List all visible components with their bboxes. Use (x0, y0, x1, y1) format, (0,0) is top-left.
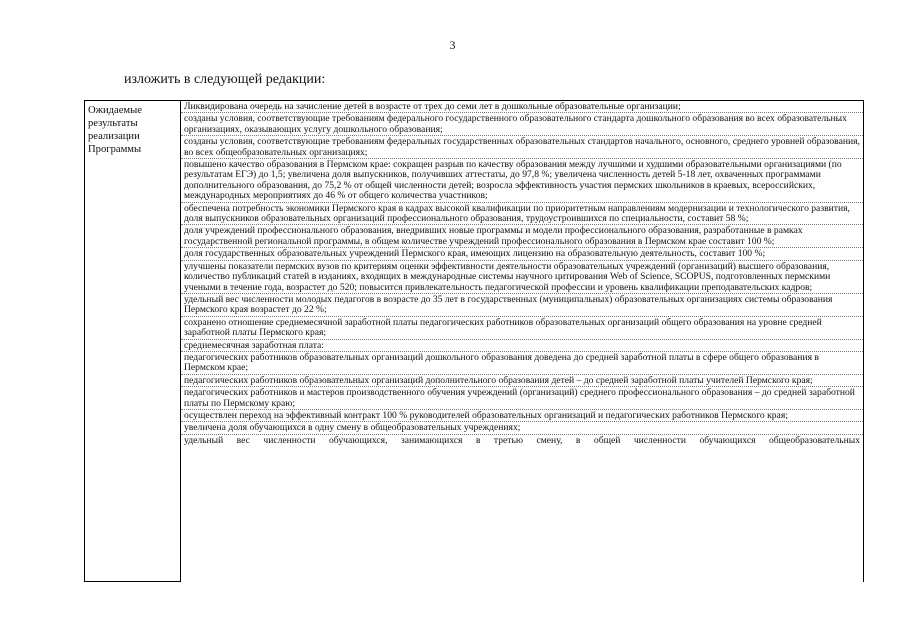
result-item: улучшены показатели пермских вузов по критериям оценки эффективности деятельности образовательных учреждений (организаций) высшего образования, количество публикаций статей в изданиях, входящих в международные системы научного цитирования Web of Science, SCOPUS, подготовленных пермскими учеными в течение года, возрастет до 520; повысится привлекательность педагогической профессии и уровень квалификации преподавательских кадров; (181, 261, 863, 294)
result-item: созданы условия, соответствующие требованиям федерального государственного образовательного стандарта дошкольного образования во всех образовательных организациях, оказывающих услугу дошкольного образования; (181, 113, 863, 136)
row-label-cell: Ожидаемые результаты реализации Программы (85, 101, 181, 582)
result-item: удельный вес численности обучающихся, занимающихся в третью смену, в общей численности обучающихся общеобразовательных (184, 434, 860, 446)
page-number: 3 (449, 38, 456, 52)
results-cell (181, 101, 864, 582)
result-item: увеличена доля обучающихся в одну смену в общеобразовательных учреждениях; (181, 422, 863, 434)
result-item: удельный вес численности молодых педагогов в возрасте до 35 лет в государственных (муниципальных) образовательных организациях системы образования Пермского края возрастет до 22 %; (181, 294, 863, 317)
table-row (85, 101, 864, 582)
program-results-table (84, 100, 864, 582)
result-item: Ликвидирована очередь на зачисление детей в возрасте от трех до семи лет в дошкольные образовательные организации; (181, 101, 863, 113)
result-item: сохранено отношение среднемесячной заработной платы педагогических работников образовательных организаций общего образования на уровне средней заработной платы Пермского края; (181, 317, 863, 340)
result-item: доля государственных образовательных учреждений Пермского края, имеющих лицензию на образовательную деятельность, составит 100 %; (181, 248, 863, 260)
result-item: педагогических работников образовательных организаций дошкольного образования доведена до средней заработной платы в сфере общего образования в Пермском крае; (181, 352, 863, 375)
result-item: педагогических работников и мастеров производственного обучения учреждений (организаций) среднего профессионального образования – до средней заработной платы по Пермскому краю; (181, 387, 863, 410)
result-item: среднемесячная заработная плата: (181, 340, 863, 352)
result-item: осуществлен переход на эффективный контракт 100 % руководителей образовательных организаций и педагогических работников Пермского края; (181, 410, 863, 422)
intro-text: изложить в следующей редакции: (124, 72, 326, 87)
result-item: повышено качество образования в Пермском крае: сокращен разрыв по качеству образования между лучшими и худшими образовательными организациями (по результатам ЕГЭ) до 1,5; увеличена доля выпускников, получивших аттестаты, до 97,8 %; увеличена численность детей 5-18 лет, охваченных программами дополнительного образования, до 75,2 % от общей численности детей; возросла эффективность участия пермских школьников в краевых, всероссийских, международных мероприятиях до 46 % от общего количества участников; (181, 159, 863, 203)
result-item: обеспечена потребность экономики Пермского края в кадрах высокой квалификации по приоритетным направлениям модернизации и технологического развития, доля выпускников образовательных организаций профессионального образования, трудоустроившихся по специальности, составит 58 %; (181, 203, 863, 226)
result-item: созданы условия, соответствующие требованиям федеральных государственных образовательных стандартов начального, основного, среднего уровней образования, во всех общеобразовательных организациях; (181, 136, 863, 159)
result-item: доля учреждений профессионального образования, внедривших новые программы и модели профессионального образования, разработанные в рамках государственной региональной программы, в общем количестве учреждений профессионального образования в Пермском крае составит 100 %; (181, 225, 863, 248)
result-item: педагогических работников образовательных организаций дополнительного образования детей – до средней заработной платы учителей Пермского края; (181, 375, 863, 387)
